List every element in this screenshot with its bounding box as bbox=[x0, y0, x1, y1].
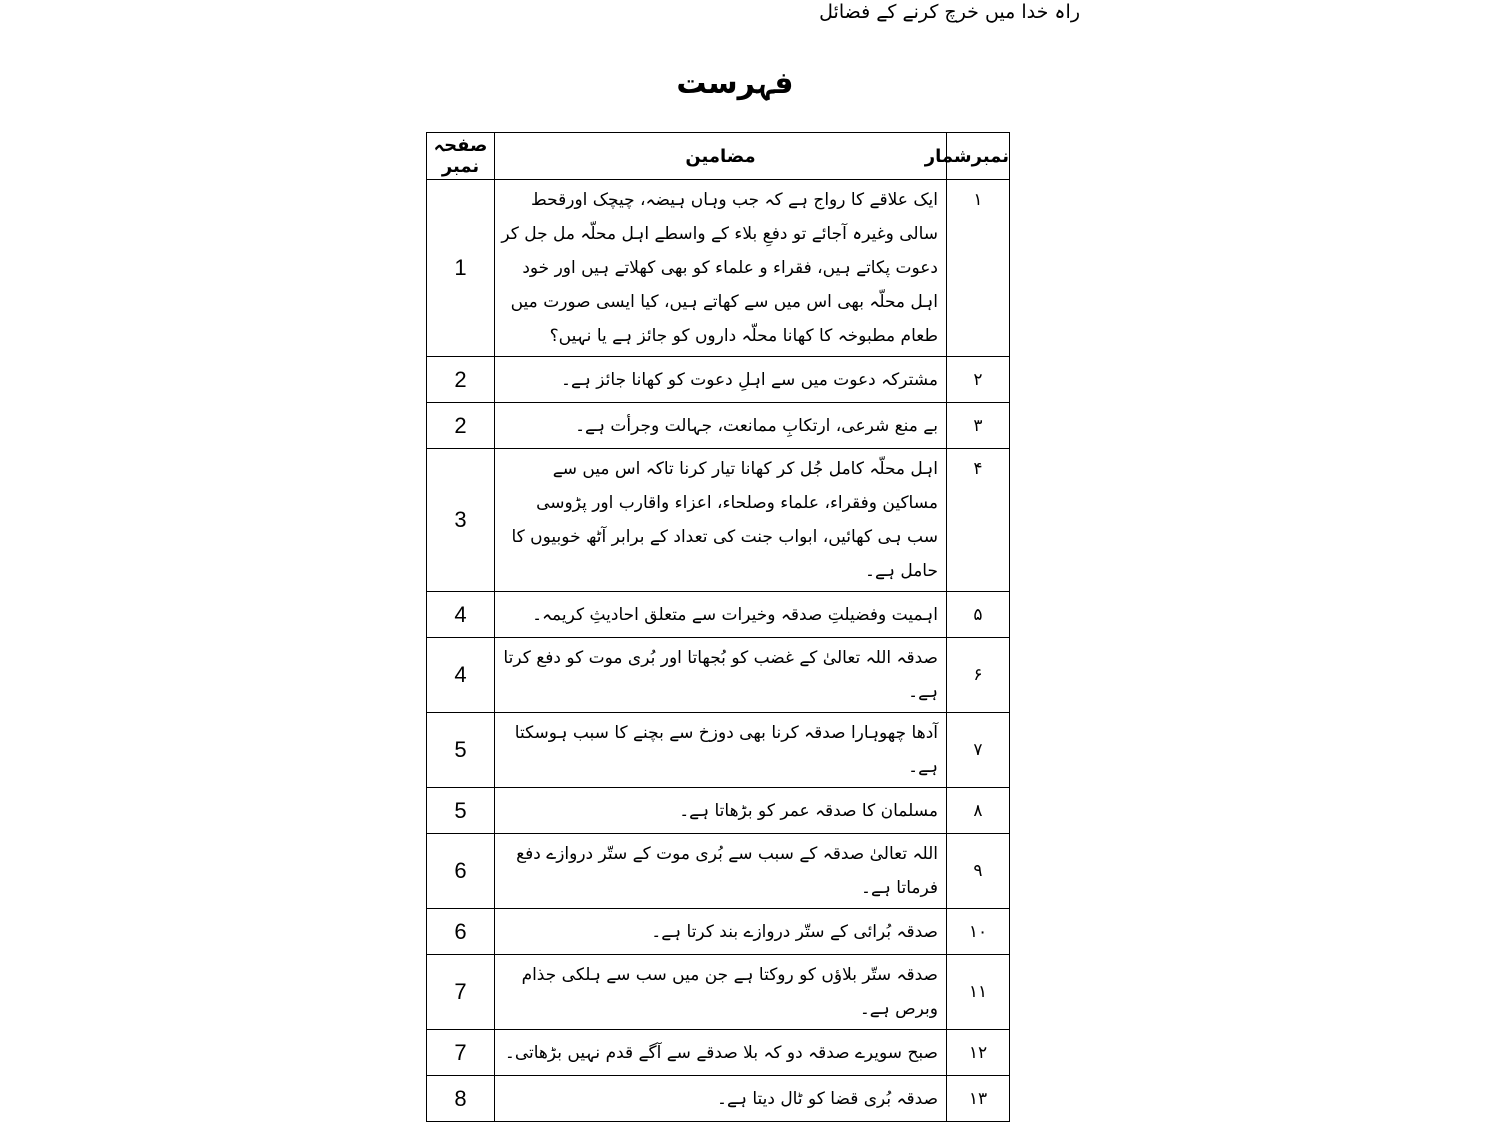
row-page: 5 bbox=[427, 713, 495, 788]
table-row bbox=[427, 638, 1010, 713]
row-page: 1 bbox=[427, 180, 495, 357]
row-page: 2 bbox=[427, 357, 495, 403]
row-topic: صبح سویرے صدقہ دو کہ بلا صدقے سے آگے قدم نہیں بڑھاتی۔ bbox=[495, 1030, 947, 1076]
row-serial: ۵ bbox=[947, 592, 1010, 638]
row-topic: صدقہ بُرائی کے ستّر دروازے بند کرتا ہے۔ bbox=[495, 909, 947, 955]
running-head: راہ خدا میں خرچ کرنے کے فضائل bbox=[819, 1, 1080, 23]
row-serial: ۷ bbox=[947, 713, 1010, 788]
table-row bbox=[427, 592, 1010, 638]
row-serial: ۸ bbox=[947, 788, 1010, 834]
table-row bbox=[427, 357, 1010, 403]
row-serial: ۲ bbox=[947, 357, 1010, 403]
row-topic: مشترکہ دعوت میں سے اہلِ دعوت کو کھانا جائز ہے۔ bbox=[495, 357, 947, 403]
row-topic: صدقہ اللہ تعالیٰ کے غضب کو بُجھاتا اور بُری موت کو دفع کرتا ہے۔ bbox=[495, 638, 947, 713]
row-serial: ۶ bbox=[947, 638, 1010, 713]
table-row bbox=[427, 909, 1010, 955]
row-page: 7 bbox=[427, 1030, 495, 1076]
header-row bbox=[427, 133, 1010, 180]
table-row bbox=[427, 1076, 1010, 1122]
row-serial: ۱ bbox=[947, 180, 1010, 357]
row-page: 8 bbox=[427, 1076, 495, 1122]
row-topic: صدقہ ستّر بلاؤں کو روکتا ہے جن میں سب سے ہلکی جذام وبرص ہے۔ bbox=[495, 955, 947, 1030]
row-topic: صدقہ بُری قضا کو ٹال دیتا ہے۔ bbox=[495, 1076, 947, 1122]
row-serial: ۱۲ bbox=[947, 1030, 1010, 1076]
row-topic: اہل محلّہ کامل جُل کر کھانا تیار کرنا تاکہ اس میں سے مساکین وفقراء، علماء وصلحاء، اعزاء واقارب اور پڑوسی سب ہی کھائیں، ابواب جنت کی تعداد کے برابر آٹھ خوبیوں کا حامل ہے۔ bbox=[495, 449, 947, 592]
page-title: فہرست bbox=[676, 66, 794, 101]
header-page: صفحہ نمبر bbox=[427, 133, 495, 180]
row-serial: ۱۱ bbox=[947, 955, 1010, 1030]
table-row bbox=[427, 449, 1010, 592]
row-topic: مسلمان کا صدقہ عمر کو بڑھاتا ہے۔ bbox=[495, 788, 947, 834]
row-serial: ۱۳ bbox=[947, 1076, 1010, 1122]
row-topic: ایک علاقے کا رواج ہے کہ جب وہاں ہیضہ، چیچک اورقحط سالی وغیرہ آجائے تو دفعِ بلاء کے واسطے اہل محلّہ مل جل کر دعوت پکاتے ہیں، فقراء و علماء کو بھی کھلاتے ہیں اور خود اہل محلّہ بھی اس میں سے کھاتے ہیں، کیا ایسی صورت میں طعام مطبوخہ کا کھانا محلّہ داروں کو جائز ہے یا نہیں؟ bbox=[495, 180, 947, 357]
row-page: 3 bbox=[427, 449, 495, 592]
row-topic: اللہ تعالیٰ صدقہ کے سبب سے بُری موت کے ستّر دروازے دفع فرماتا ہے۔ bbox=[495, 834, 947, 909]
row-page: 5 bbox=[427, 788, 495, 834]
row-topic: اہمیت وفضیلتِ صدقہ وخیرات سے متعلق احادیثِ کریمہ۔ bbox=[495, 592, 947, 638]
row-topic: آدھا چھوہارا صدقہ کرنا بھی دوزخ سے بچنے کا سبب ہوسکتا ہے۔ bbox=[495, 713, 947, 788]
table-row bbox=[427, 955, 1010, 1030]
table-row bbox=[427, 180, 1010, 357]
row-serial: ۹ bbox=[947, 834, 1010, 909]
table-row bbox=[427, 403, 1010, 449]
row-topic: بے منع شرعی، ارتکابِ ممانعت، جہالت وجرأت ہے۔ bbox=[495, 403, 947, 449]
table-row bbox=[427, 713, 1010, 788]
row-serial: ۳ bbox=[947, 403, 1010, 449]
contents-table bbox=[426, 132, 1010, 1122]
row-page: 4 bbox=[427, 592, 495, 638]
row-page: 2 bbox=[427, 403, 495, 449]
row-page: 7 bbox=[427, 955, 495, 1030]
row-serial: ۱۰ bbox=[947, 909, 1010, 955]
row-serial: ۴ bbox=[947, 449, 1010, 592]
table-row bbox=[427, 788, 1010, 834]
row-page: 6 bbox=[427, 834, 495, 909]
table-row bbox=[427, 1030, 1010, 1076]
header-serial: نمبرشمار bbox=[947, 133, 1010, 180]
row-page: 6 bbox=[427, 909, 495, 955]
table-row bbox=[427, 834, 1010, 909]
row-page: 4 bbox=[427, 638, 495, 713]
header-topics: مضامین bbox=[495, 133, 947, 180]
